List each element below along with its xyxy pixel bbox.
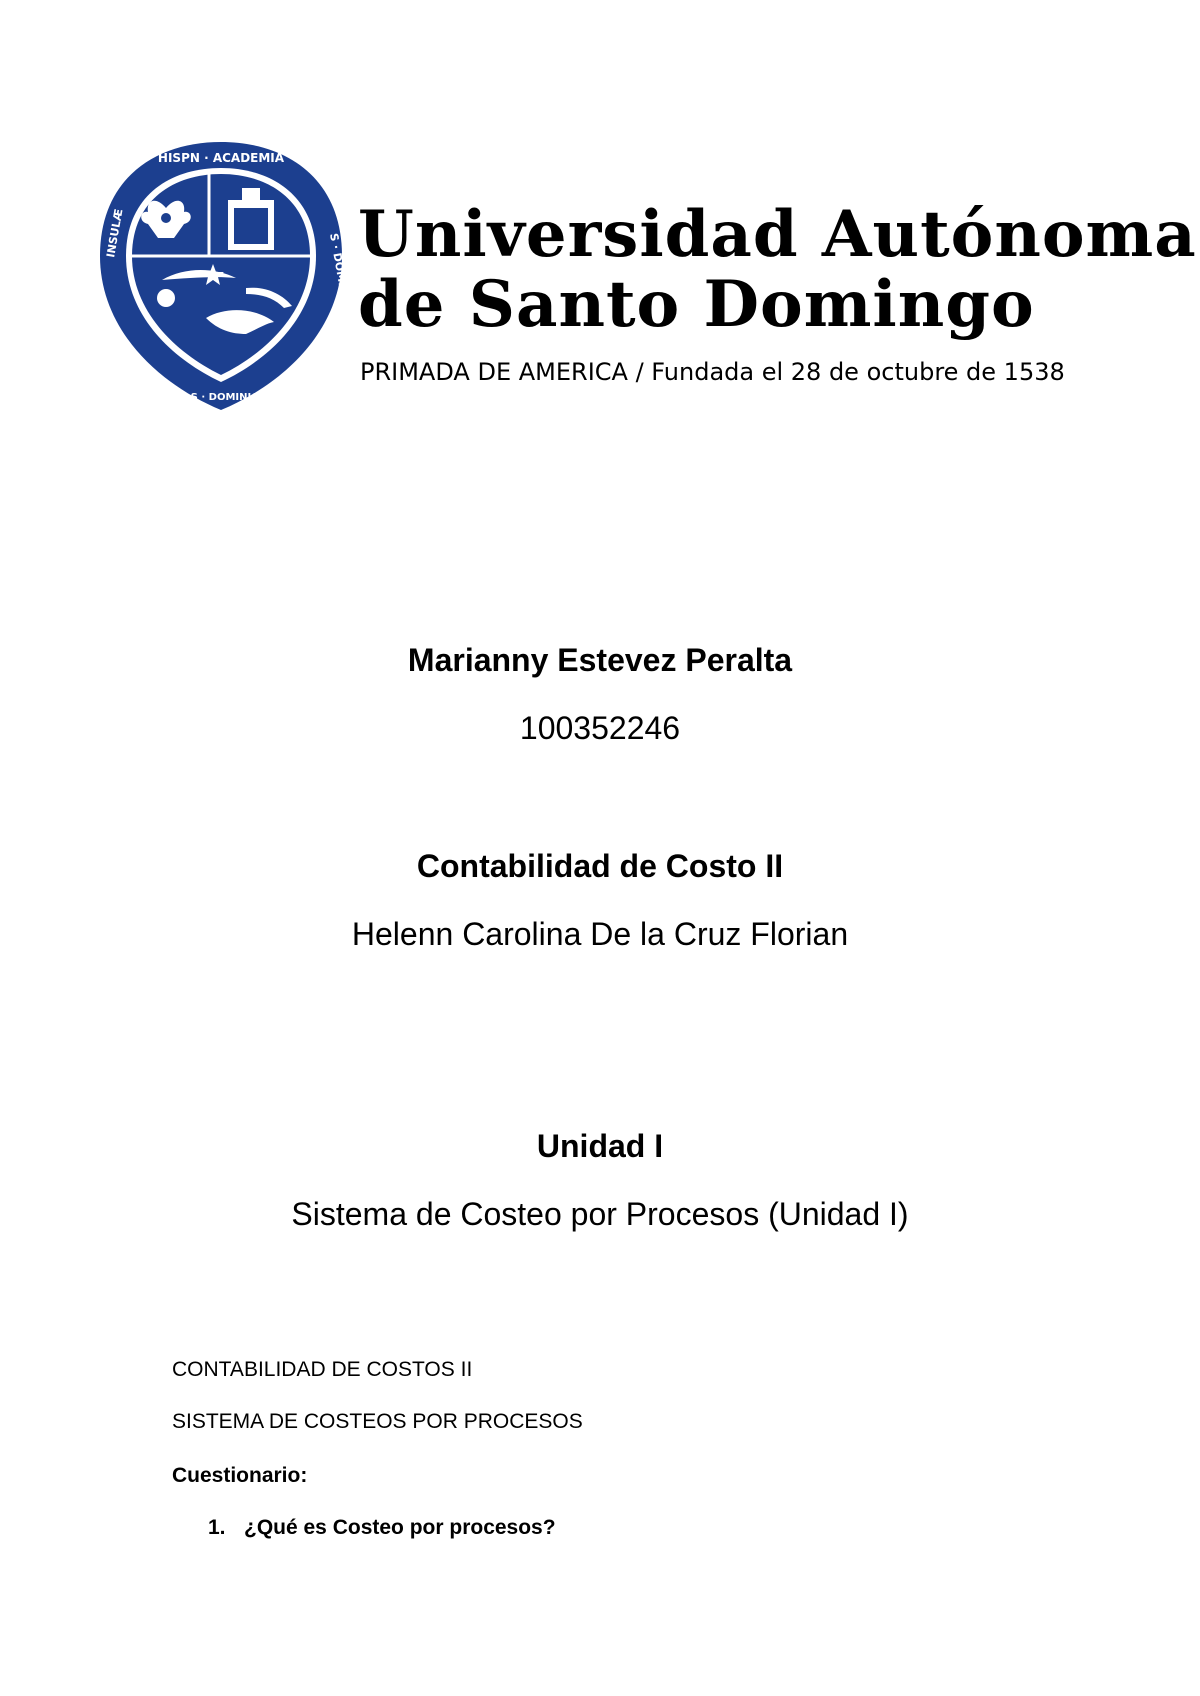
university-name-line1: Universidad Autónoma [358, 197, 1197, 272]
section-questionnaire-label: Cuestionario: [172, 1464, 308, 1487]
unit-title: Sistema de Costeo por Procesos (Unidad I) [291, 1196, 909, 1232]
document-header [96, 138, 1197, 423]
question-list [208, 1516, 556, 1540]
seal-text-left: INSULÆ [104, 207, 126, 259]
university-motto: PRIMADA DE AMERICA / Fundada el 28 de octubre de 1538 [360, 358, 1065, 386]
list-item [208, 1516, 556, 1540]
section-course-heading: CONTABILIDAD DE COSTOS II [172, 1358, 473, 1381]
university-name [358, 197, 1197, 342]
seal-text-bottom: CONV · S · DOMINICI · IMP [147, 392, 295, 403]
question-number: 1. [208, 1516, 226, 1539]
university-seal-icon [96, 138, 354, 414]
university-name-line2: de Santo Domingo [358, 267, 1035, 342]
section-topic-heading: SISTEMA DE COSTEOS POR PROCESOS [172, 1410, 583, 1433]
student-name: Marianny Estevez Peralta [407, 642, 793, 678]
unit-label: Unidad I [536, 1128, 664, 1164]
seal-text-top: HISPN · ACADEMIA [157, 151, 285, 165]
course-name: Contabilidad de Costo II [416, 848, 784, 884]
student-id: 100352246 [519, 710, 681, 746]
question-text: ¿Qué es Costeo por procesos? [244, 1516, 556, 1539]
teacher-name: Helenn Carolina De la Cruz Florian [351, 916, 849, 952]
seal-text-right: S · DOMINICI [327, 232, 354, 313]
